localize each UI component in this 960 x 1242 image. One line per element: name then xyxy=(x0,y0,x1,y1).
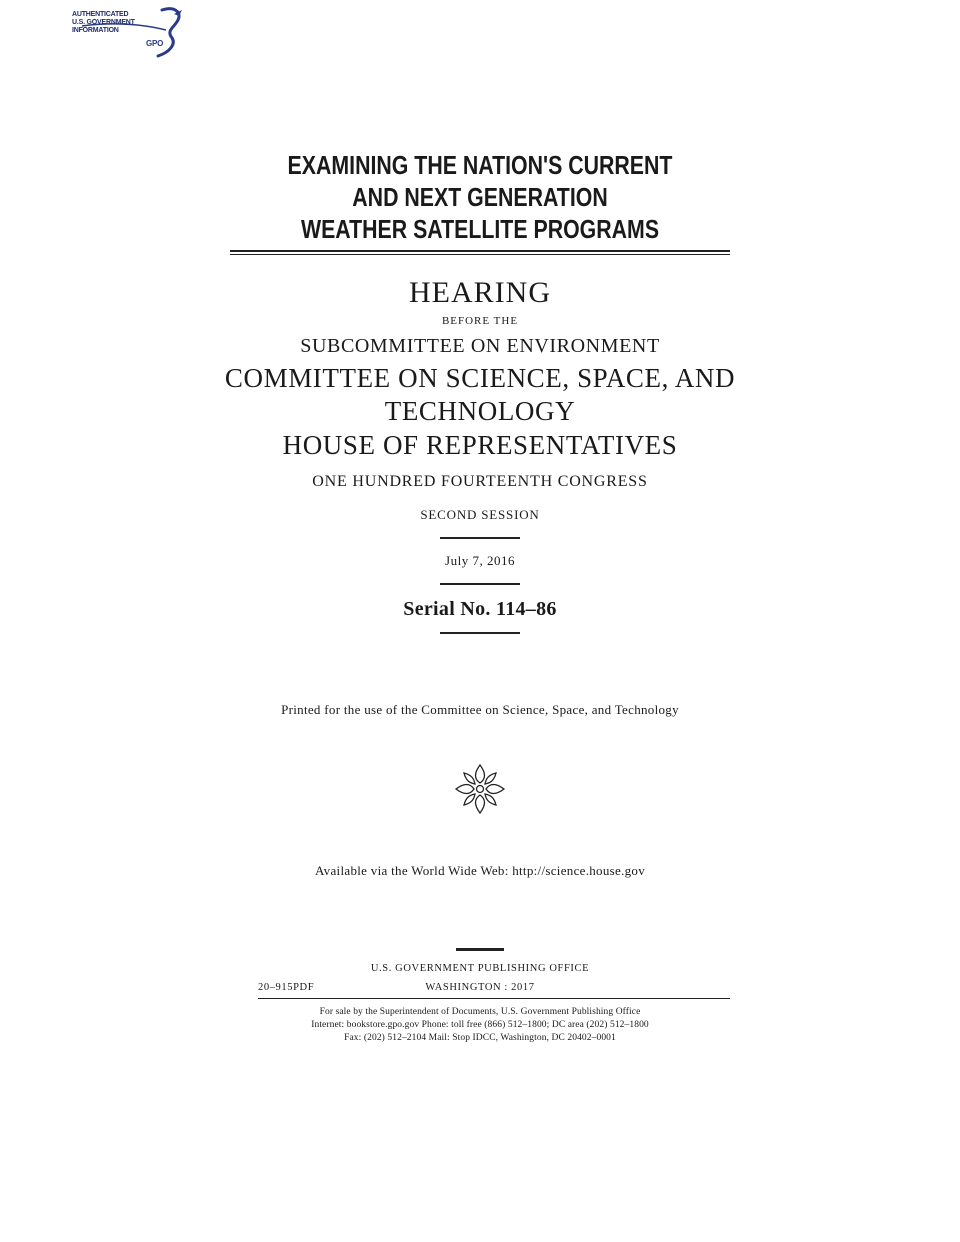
footer-rule xyxy=(258,998,730,999)
logo-line-3: INFORMATION xyxy=(72,27,119,34)
logo-line-2: U.S. GOVERNMENT xyxy=(72,19,135,26)
title-line-3: WEATHER SATELLITE PROGRAMS xyxy=(300,214,660,244)
title-line-2: AND NEXT GENERATION xyxy=(352,182,608,212)
title-rule-top xyxy=(230,250,730,252)
document-id: 20–915PDF xyxy=(258,982,315,993)
sale-line-3: Fax: (202) 512–2104 Mail: Stop IDCC, Washington, DC 20402–0001 xyxy=(344,1033,616,1043)
printed-for-note: Printed for the use of the Committee on Science, Space, and Technology xyxy=(281,702,679,717)
publishing-office: U.S. GOVERNMENT PUBLISHING OFFICE xyxy=(370,963,590,974)
committee-line-2: TECHNOLOGY xyxy=(384,396,576,426)
rule-above-date xyxy=(440,537,520,539)
footer-short-rule xyxy=(456,948,504,951)
gpo-authentication-logo xyxy=(62,4,192,62)
hearing-heading: HEARING xyxy=(409,276,551,309)
committee-line-1: COMMITTEE ON SCIENCE, SPACE, AND xyxy=(224,363,736,393)
title-rule-bottom xyxy=(230,254,730,255)
serial-number: Serial No. 114–86 xyxy=(403,598,557,620)
congress-name: ONE HUNDRED FOURTEENTH CONGRESS xyxy=(312,473,648,490)
rule-below-serial xyxy=(440,632,520,634)
place-and-year: WASHINGTON : 2017 xyxy=(425,982,535,993)
session-name: SECOND SESSION xyxy=(420,507,540,522)
title-line-1: EXAMINING THE NATION'S CURRENT xyxy=(287,150,673,180)
house-name: HOUSE OF REPRESENTATIVES xyxy=(282,430,678,460)
available-via-web: Available via the World Wide Web: http://science.house.gov xyxy=(314,863,646,878)
before-the: BEFORE THE xyxy=(441,315,519,327)
sale-line-1: For sale by the Superintendent of Documents, U.S. Government Publishing Office xyxy=(319,1007,641,1017)
ornament-icon xyxy=(450,762,510,816)
sale-line-2: Internet: bookstore.gpo.gov Phone: toll free (866) 512–1800; DC area (202) 512–1800 xyxy=(311,1020,649,1030)
rule-above-serial xyxy=(440,583,520,585)
logo-gpo-mark: GPO xyxy=(146,39,164,48)
subcommittee-name: SUBCOMMITTEE ON ENVIRONMENT xyxy=(300,335,660,357)
hearing-date: July 7, 2016 xyxy=(445,553,515,568)
logo-line-1: AUTHENTICATED xyxy=(72,11,129,18)
